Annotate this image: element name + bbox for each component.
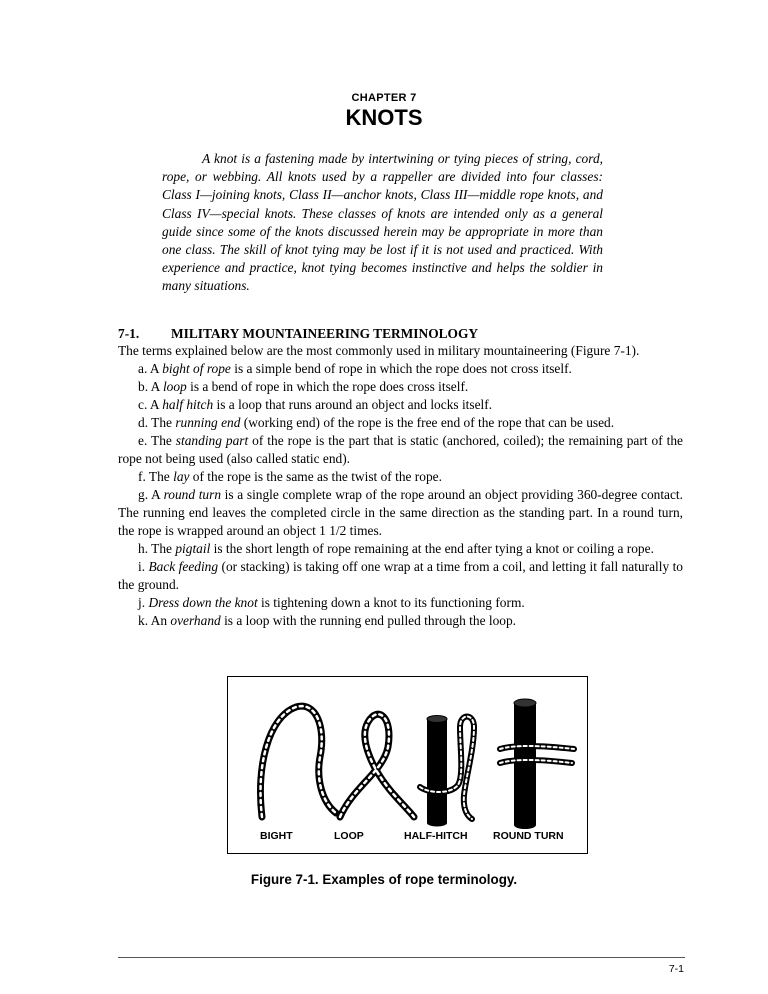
- term-name: bight of rope: [162, 361, 231, 376]
- term-definition: is tightening down a knot to its functioning form.: [257, 595, 525, 610]
- term-definition: (working end) of the rope is the free end of the rope that can be used.: [240, 415, 615, 430]
- section-lead: The terms explained below are the most commonly used in military mountaineering (Figure 7-1).: [118, 343, 640, 358]
- term-list-item: [118, 594, 683, 612]
- term-name: round turn: [163, 487, 222, 502]
- term-name: overhand: [170, 613, 221, 628]
- figure-rope-terminology: [227, 676, 588, 854]
- term-definition: is the short length of rope remaining at the end after tying a knot or coiling a rope.: [210, 541, 654, 556]
- term-letter: d.: [138, 415, 149, 430]
- term-list-item: [118, 360, 683, 378]
- round-turn-drawing: [500, 699, 574, 829]
- term-list-item: [118, 396, 683, 414]
- term-name: lay: [173, 469, 190, 484]
- term-prefix: The: [151, 433, 176, 448]
- term-definition: is a loop with the running end pulled through the loop.: [220, 613, 517, 628]
- term-definition: of the rope is the part that is static (anchored, coiled); the remaining part of the rope not being used (also called static end).: [118, 433, 683, 466]
- term-list-item: [118, 432, 683, 468]
- term-list-item: [118, 486, 683, 540]
- term-definition: is a simple bend of rope in which the rope does not cross itself.: [230, 361, 572, 376]
- figure-label-loop: LOOP: [334, 830, 364, 842]
- figure-caption: Figure 7-1. Examples of rope terminology.: [250, 872, 518, 887]
- footer-divider: [118, 957, 685, 958]
- figure-label-bight: BIGHT: [260, 830, 293, 842]
- term-name: Dress down the knot: [148, 595, 258, 610]
- term-prefix: The: [151, 415, 176, 430]
- section-number: 7-1.: [118, 326, 140, 341]
- term-definition: is a single complete wrap of the rope around an object providing 360-degree contact. The running end leaves the completed circle in the same direction as the standing part. In a round turn, the rope is wrapped around an object 1 1/2 times.: [118, 487, 684, 538]
- loop-rope-drawing: [340, 714, 414, 817]
- figure-label-round-turn: ROUND TURN: [493, 830, 564, 842]
- term-name: standing part: [175, 433, 249, 448]
- term-letter: f.: [138, 469, 146, 484]
- figure-label-half-hitch: HALF-HITCH: [404, 830, 468, 842]
- term-letter: i.: [138, 559, 146, 574]
- term-definition: is a loop that runs around an object and locks itself.: [213, 397, 493, 412]
- term-prefix: A: [149, 361, 163, 376]
- chapter-title: KNOTS: [345, 105, 423, 130]
- term-prefix: The: [148, 469, 174, 484]
- term-prefix: A: [150, 487, 164, 502]
- intro-paragraph: A knot is a fastening made by intertwining or tying pieces of string, cord, rope, or webbing. All knots used by a rappeller are divided into four classes: Class I—joining knots, Class II—anchor knots, Class III—middle rope knots, and Class IV—special knots. These classes of knots are intended only as a general guide since some of the knots discussed herein may be appropriate in more than one class. The skill of knot tying may be lost if it is not used and practiced. With experience and practice, knot tying becomes instinctive and helps the soldier in many situations.: [162, 151, 603, 294]
- term-list: [118, 360, 683, 630]
- term-definition: of the rope is the same as the twist of the rope.: [189, 469, 442, 484]
- term-letter: a.: [138, 361, 148, 376]
- section-title: MILITARY MOUNTAINEERING TERMINOLOGY: [171, 326, 479, 341]
- rope-illustration: [228, 677, 587, 853]
- bight-rope-drawing: [260, 706, 336, 817]
- term-letter: b.: [138, 379, 149, 394]
- term-prefix: The: [151, 541, 176, 556]
- section-body: [118, 342, 683, 630]
- term-list-item: [118, 540, 683, 558]
- term-definition: is a bend of rope in which the rope does cross itself.: [186, 379, 469, 394]
- term-definition: (or stacking) is taking off one wrap at a time from a coil, and letting it fall naturally to the ground.: [118, 559, 683, 592]
- term-name: half hitch: [162, 397, 214, 412]
- term-letter: j.: [138, 595, 146, 610]
- term-prefix: A: [149, 397, 163, 412]
- chapter-label: CHAPTER 7: [351, 92, 417, 104]
- term-list-item: [118, 558, 683, 594]
- half-hitch-drawing: [420, 716, 474, 827]
- term-name: loop: [162, 379, 187, 394]
- term-list-item: [118, 378, 683, 396]
- term-letter: k.: [138, 613, 149, 628]
- term-name: Back feeding: [148, 559, 219, 574]
- term-list-item: [118, 468, 683, 486]
- page-number: 7-1: [668, 963, 684, 975]
- term-name: pigtail: [175, 541, 211, 556]
- term-letter: h.: [138, 541, 149, 556]
- term-letter: e.: [138, 433, 148, 448]
- term-letter: c.: [138, 397, 148, 412]
- term-prefix: A: [150, 379, 163, 394]
- term-list-item: [118, 612, 683, 630]
- term-prefix: An: [150, 613, 171, 628]
- term-list-item: [118, 414, 683, 432]
- section-heading: [118, 326, 678, 342]
- term-letter: g.: [138, 487, 149, 502]
- term-name: running end: [175, 415, 241, 430]
